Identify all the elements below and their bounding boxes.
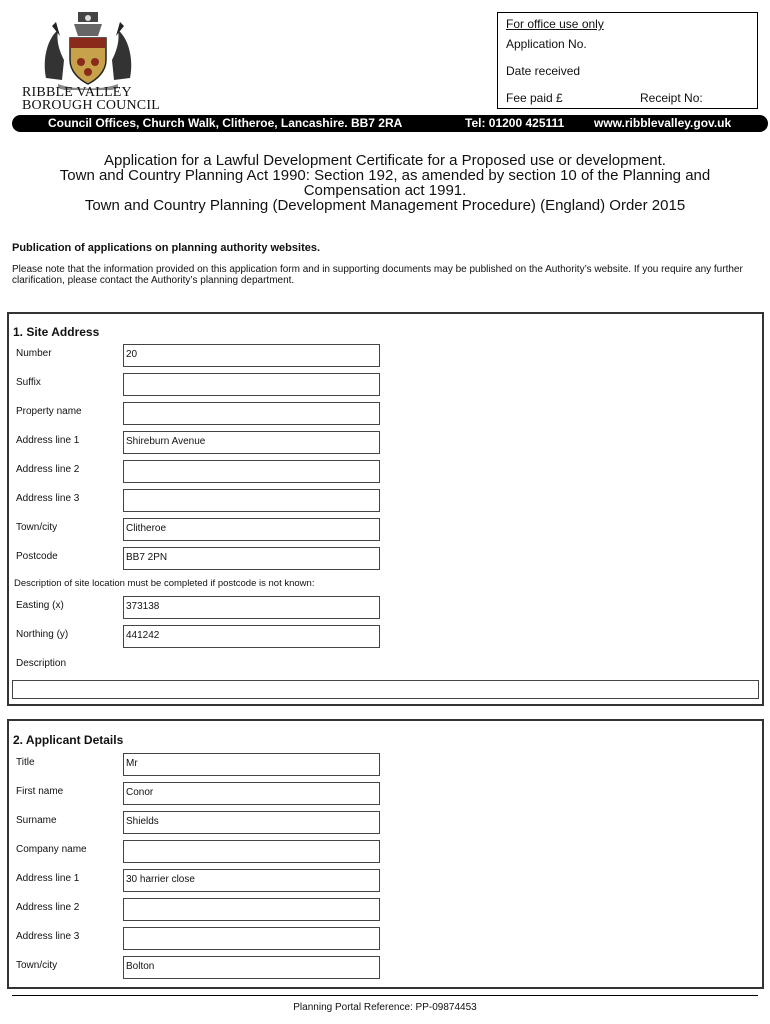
applicant-address-line-1-field[interactable]: 30 harrier close xyxy=(123,869,380,892)
office-use-title: For office use only xyxy=(506,17,604,31)
surname-field[interactable]: Shields xyxy=(123,811,380,834)
field-label: Address line 3 xyxy=(16,931,80,942)
description-field[interactable] xyxy=(12,680,759,699)
field-label: Address line 3 xyxy=(16,493,80,504)
form-title-line4: Town and Country Planning (Development Management Procedure) (England) Order 2015 xyxy=(84,197,686,214)
receipt-no-label: Receipt No: xyxy=(640,91,703,105)
field-label: Address line 2 xyxy=(16,902,80,913)
council-website: www.ribblevalley.gov.uk xyxy=(594,116,732,130)
field-label: Easting (x) xyxy=(16,600,64,611)
field-label: Property name xyxy=(16,406,82,417)
field-label: Northing (y) xyxy=(16,629,69,640)
form-title-line2: Town and Country Planning Act 1990: Section 192, as amended by section 10 of the Planning and xyxy=(59,167,711,184)
company-name-field[interactable] xyxy=(123,840,380,863)
applicant-address-line-2-field[interactable] xyxy=(123,898,380,921)
field-label: Address line 1 xyxy=(16,873,80,884)
address-line-1-field[interactable]: Shireburn Avenue xyxy=(123,431,380,454)
form-title-line3: Compensation act 1991. xyxy=(303,182,467,199)
field-label: Description xyxy=(16,658,67,669)
first-name-field[interactable]: Conor xyxy=(123,782,380,805)
field-label: Title xyxy=(16,757,35,768)
date-received-label: Date received xyxy=(506,64,581,78)
application-no-label: Application No. xyxy=(506,37,587,51)
address-line-3-field[interactable] xyxy=(123,489,380,512)
town-city-field[interactable]: Clitheroe xyxy=(123,518,380,541)
location-note: Description of site location must be completed if postcode is not known: xyxy=(14,578,315,589)
northing-field[interactable]: 441242 xyxy=(123,625,380,648)
contact-banner xyxy=(12,115,768,132)
section-title: 1. Site Address xyxy=(13,325,100,339)
field-label: Address line 2 xyxy=(16,464,80,475)
planning-portal-reference: Planning Portal Reference: PP-09874453 xyxy=(293,1002,477,1013)
property-name-field[interactable] xyxy=(123,402,380,425)
council-crest-icon xyxy=(38,8,138,90)
council-name-line1: RIBBLE VALLEY xyxy=(22,85,132,100)
form-title-line1: Application for a Lawful Development Certificate for a Proposed use or development. xyxy=(104,152,666,169)
office-use-box xyxy=(497,12,758,109)
footer-divider xyxy=(12,995,758,996)
applicant-details-section xyxy=(7,719,764,989)
fee-paid-label: Fee paid £ xyxy=(506,91,563,105)
suffix-field[interactable] xyxy=(123,373,380,396)
applicant-town-city-field[interactable]: Bolton xyxy=(123,956,380,979)
section-title: 2. Applicant Details xyxy=(13,733,124,747)
easting-field[interactable]: 373138 xyxy=(123,596,380,619)
title-field[interactable]: Mr xyxy=(123,753,380,776)
field-label: Address line 1 xyxy=(16,435,80,446)
form-title xyxy=(0,153,770,213)
address-line-2-field[interactable] xyxy=(123,460,380,483)
site-address-section xyxy=(7,312,764,706)
field-label: Surname xyxy=(16,815,57,826)
council-address: Council Offices, Church Walk, Clitheroe, Lancashire. BB7 2RA xyxy=(48,116,403,130)
council-name-line2: BOROUGH COUNCIL xyxy=(22,98,160,113)
postcode-field[interactable]: BB7 2PN xyxy=(123,547,380,570)
council-name xyxy=(22,86,162,112)
field-label: Company name xyxy=(16,844,87,855)
field-label: Postcode xyxy=(16,551,58,562)
field-label: First name xyxy=(16,786,64,797)
field-label: Suffix xyxy=(16,377,41,388)
publication-text: Please note that the information provided on this application form and in supporting documents may be published on the Authority’s website. If you require any further clarification, please contact the Authority’s planning department. xyxy=(12,264,743,286)
council-telephone: Tel: 01200 425111 xyxy=(465,116,565,130)
field-label: Town/city xyxy=(16,522,58,533)
number-field[interactable]: 20 xyxy=(123,344,380,367)
field-label: Town/city xyxy=(16,960,58,971)
field-label: Number xyxy=(16,348,52,359)
applicant-address-line-3-field[interactable] xyxy=(123,927,380,950)
publication-heading: Publication of applications on planning authority websites. xyxy=(12,242,321,254)
